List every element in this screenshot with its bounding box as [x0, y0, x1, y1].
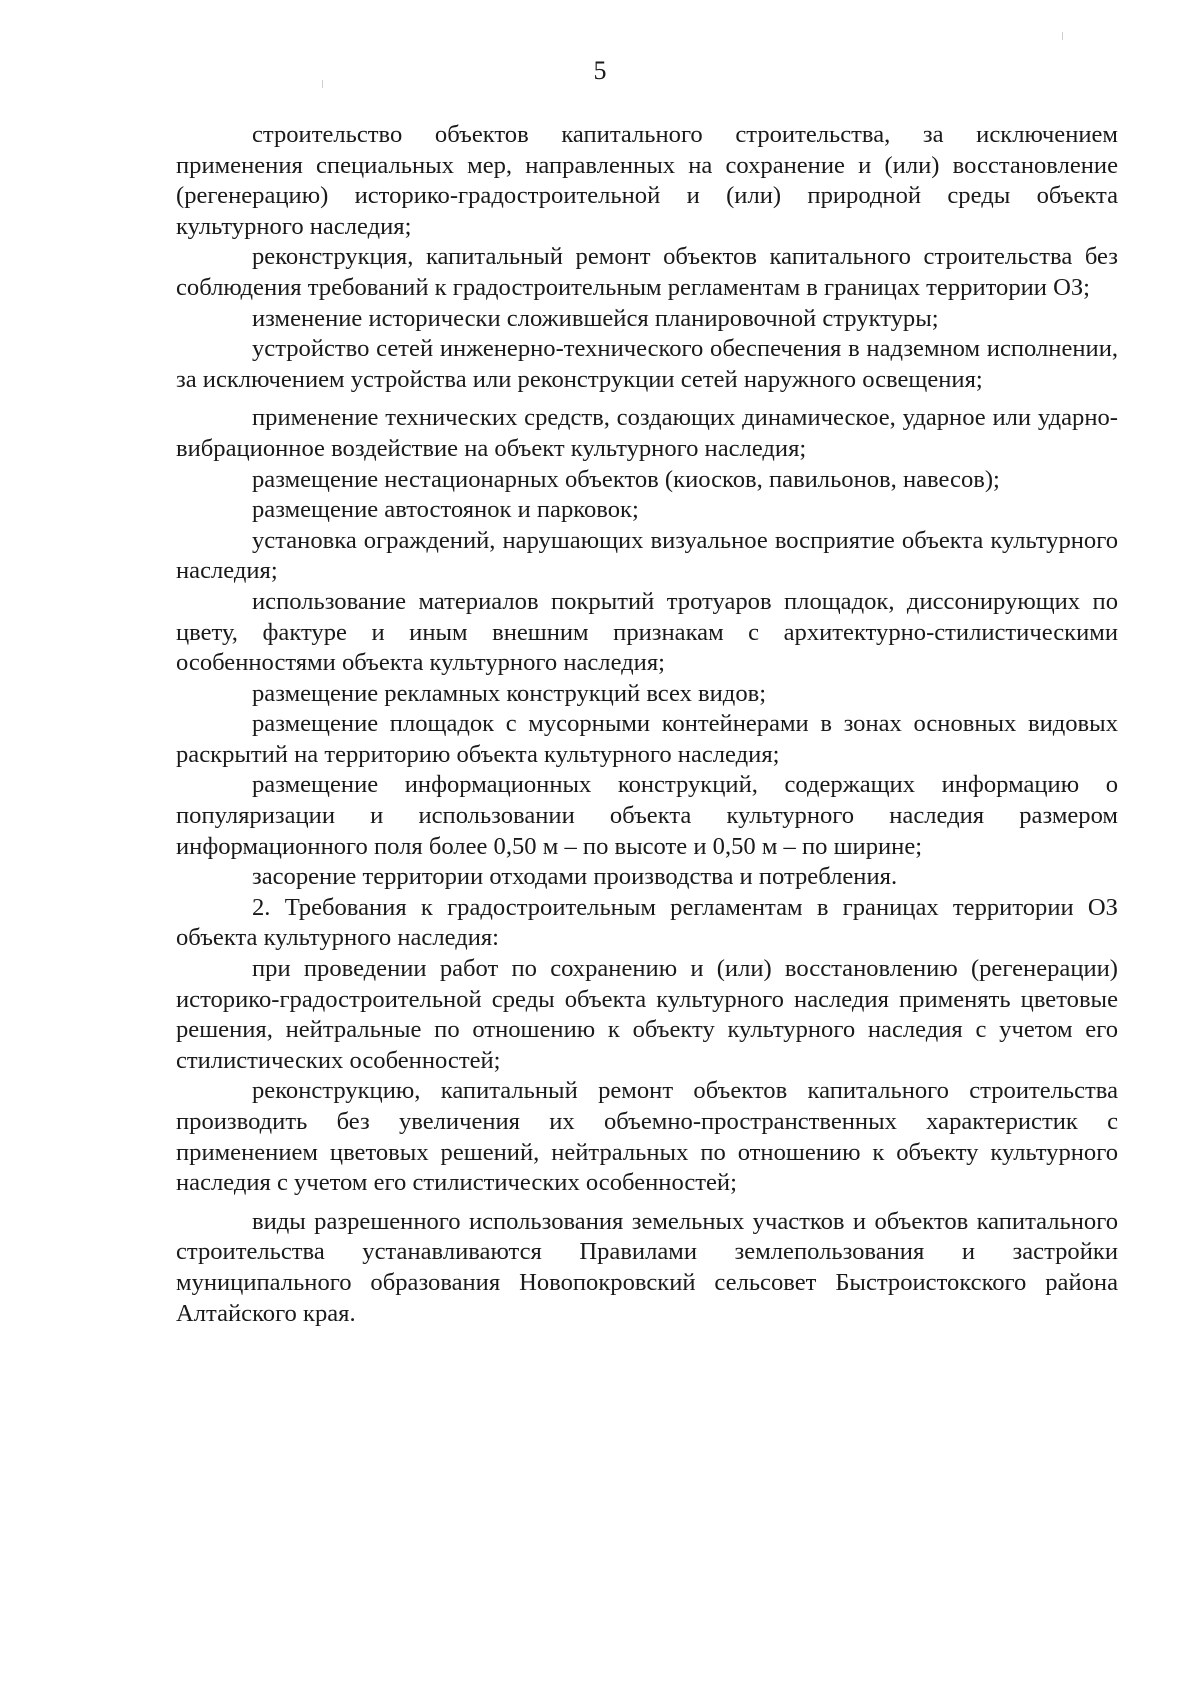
paragraph: при проведении работ по сохранению и (или) восстановлению (регенерации) историко-градостроительной среды объекта культурного наследия применять цветовые решения, нейтральные по отношению к объекту культурного наследия с учетом его стилистических особенностей; [176, 955, 1118, 1074]
paragraph: устройство сетей инженерно-технического обеспечения в надземном исполнении, за исключением устройства или реконструкции сетей наружного освещения; [176, 335, 1118, 393]
paragraph: строительство объектов капитального строительства, за исключением применения специальных мер, направленных на сохранение и (или) восстановление (регенерацию) историко-градостроительной и (или) природной среды объекта культурного наследия; [176, 121, 1118, 240]
paragraph: размещение информационных конструкций, содержащих информацию о популяризации и использовании объекта культурного наследия размером информационного поля более 0,50 м – по высоте и 0,50 м – по ширине; [176, 771, 1118, 860]
scan-artifact [1062, 32, 1063, 40]
paragraph: засорение территории отходами производства и потребления. [252, 863, 898, 891]
paragraph: размещение рекламных конструкций всех видов; [252, 679, 767, 707]
paragraph: размещение площадок с мусорными контейнерами в зонах основных видовых раскрытий на территорию объекта культурного наследия; [176, 710, 1118, 768]
page-number: 5 [593, 56, 607, 85]
paragraph: использование материалов покрытий тротуаров площадок, диссонирующих по цвету, фактуре и иным внешним признакам с архитектурно-стилистическими особенностями объекта культурного наследия; [176, 587, 1118, 677]
scan-artifact [322, 80, 323, 88]
paragraph: виды разрешенного использования земельных участков и объектов капитального строительства устанавливаются Правилами землепользования и застройки муниципального образования Новопокровский сельсовет Быстроистокского района Алтайского края. [176, 1207, 1118, 1327]
paragraph: размещение автостоянок и парковок; [252, 496, 639, 524]
document-body [176, 120, 1118, 1329]
paragraph: размещение нестационарных объектов (киосков, павильонов, навесов); [252, 465, 1000, 493]
paragraph: изменение исторически сложившейся планировочной структуры; [252, 304, 939, 332]
paragraph: установка ограждений, нарушающих визуальное восприятие объекта культурного наследия; [176, 526, 1118, 585]
paragraph: реконструкцию, капитальный ремонт объектов капитального строительства производить без увеличения их объемно-пространственных характеристик с применением цветовых решений, нейтральных по отношению к объекту культурного наследия с учетом его стилистических особенностей; [176, 1077, 1118, 1197]
paragraph: применение технических средств, создающих динамическое, ударное или ударно-вибрационное воздействие на объект культурного наследия; [176, 404, 1118, 462]
paragraph: реконструкция, капитальный ремонт объектов капитального строительства без соблюдения требований к градостроительным регламентам в границах территории ОЗ; [176, 243, 1118, 301]
section-heading: 2. Требования к градостроительным регламентам в границах территории ОЗ объекта культурного наследия: [176, 893, 1118, 952]
